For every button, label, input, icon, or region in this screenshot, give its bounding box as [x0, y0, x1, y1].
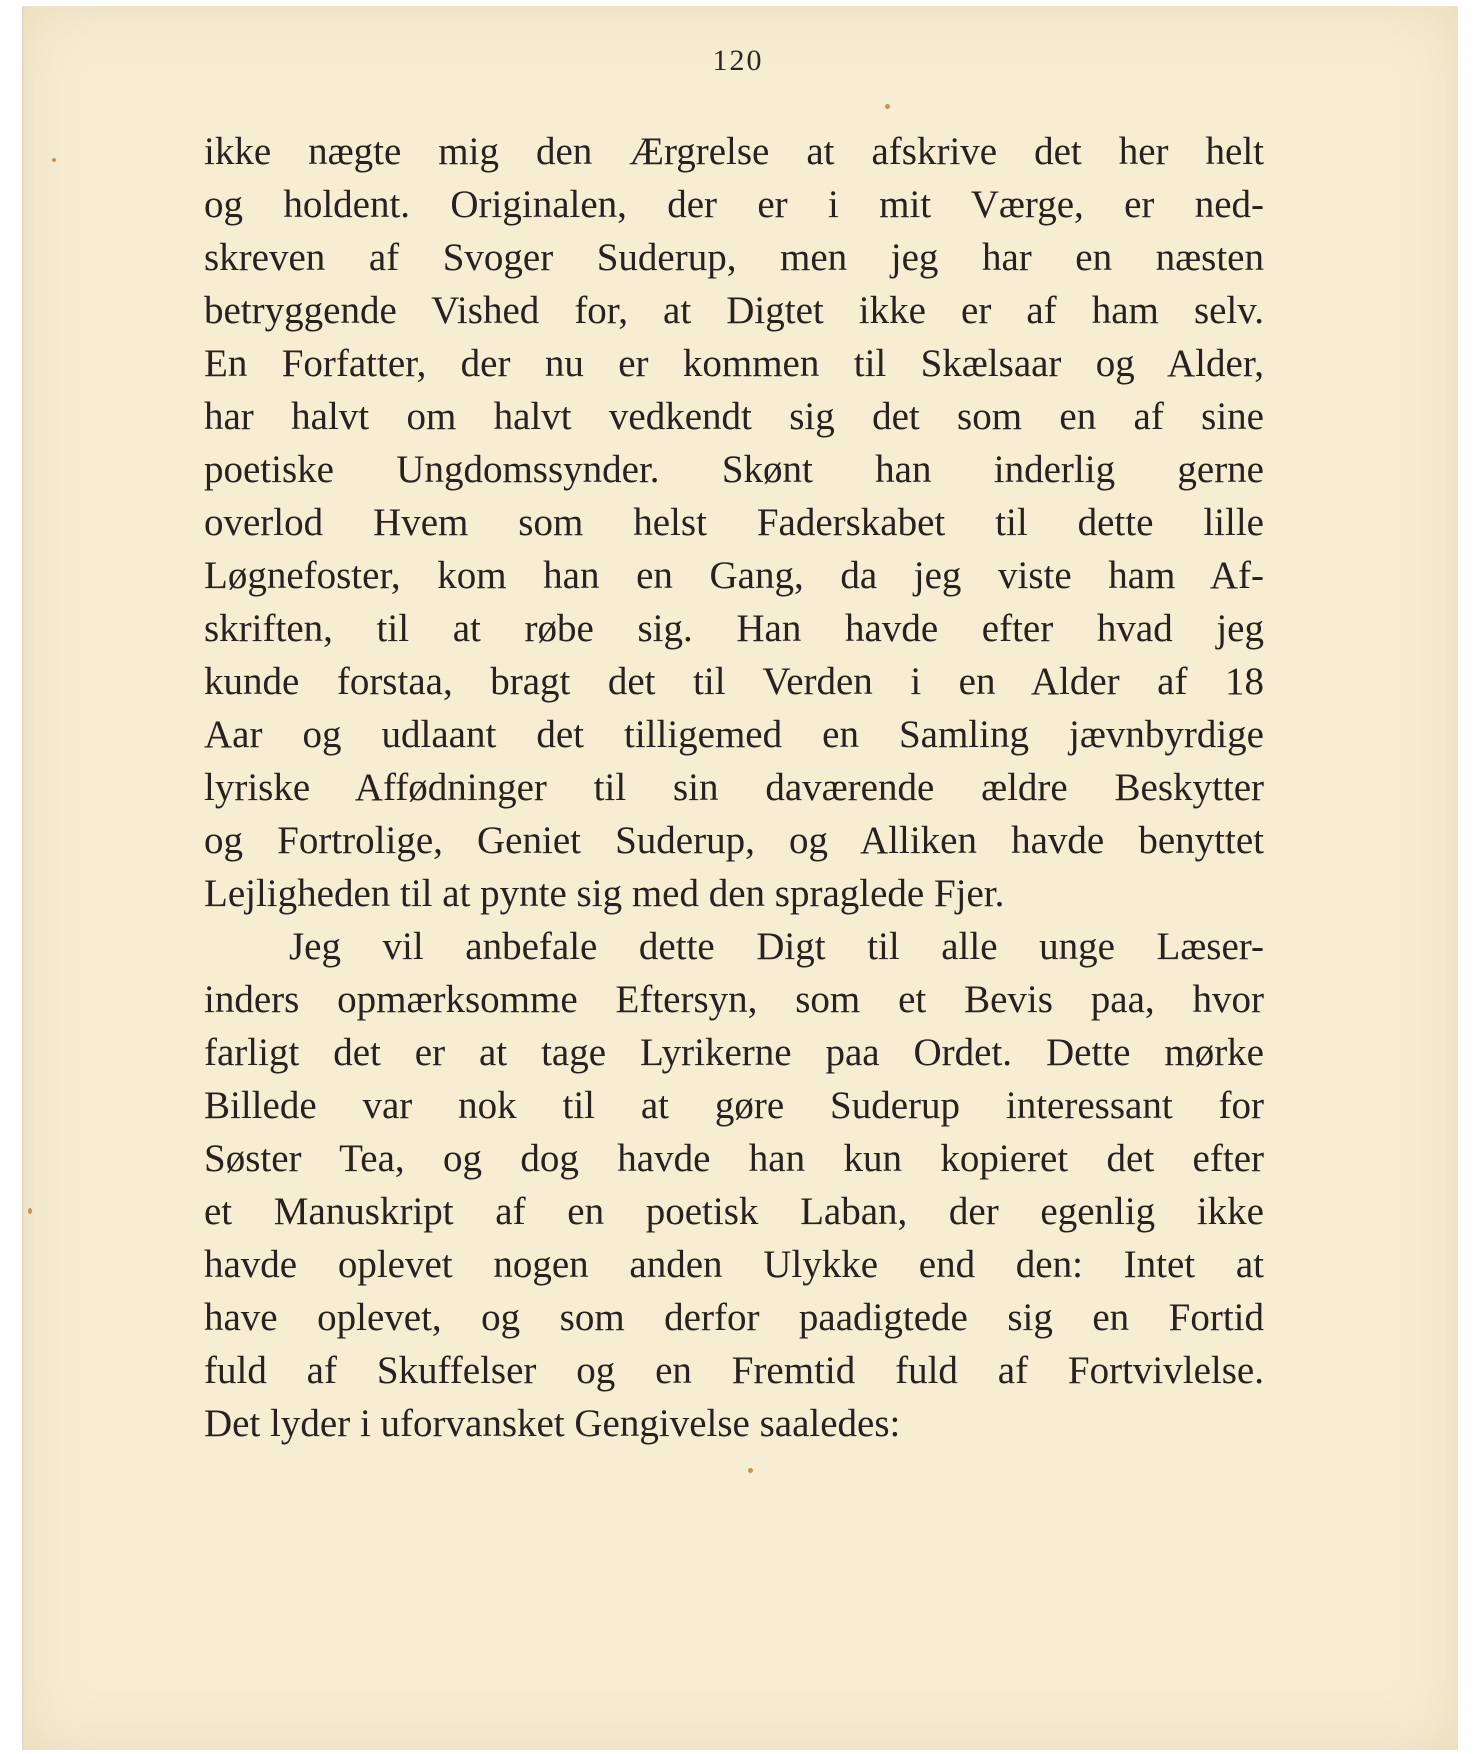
text-line: betryggende Vished for, at Digtet ikke er af ham selv. — [204, 289, 1264, 332]
text-line: og holdent. Originalen, der er i mit Værge, er ned- — [204, 183, 1264, 226]
text-line: kunde forstaa, bragt det til Verden i en Alder af 18 — [204, 660, 1264, 703]
paper-speck — [748, 1468, 753, 1473]
text-line: have oplevet, og som derfor paadigtede sig en Fortid — [204, 1296, 1264, 1339]
paper-speck — [28, 1208, 32, 1214]
text-line: Billede var nok til at gøre Suderup interessant for — [204, 1084, 1264, 1127]
text-line: fuld af Skuffelser og en Fremtid fuld af Fortvivlelse. — [204, 1349, 1264, 1392]
text-line: og Fortrolige, Geniet Suderup, og Alliken havde benyttet — [204, 819, 1264, 862]
text-line: skriften, til at røbe sig. Han havde efter hvad jeg — [204, 607, 1264, 650]
text-line: En Forfatter, der nu er kommen til Skælsaar og Alder, — [204, 342, 1264, 385]
text-line: Aar og udlaant det tilligemed en Samling jævnbyrdige — [204, 713, 1264, 756]
text-line: et Manuskript af en poetisk Laban, der egenlig ikke — [204, 1190, 1264, 1233]
body-text — [204, 125, 1264, 1450]
paragraph-end-line: Det lyder i uforvansket Gengivelse saaledes: — [204, 1402, 901, 1445]
text-line: poetiske Ungdomssynder. Skønt han inderlig gerne — [204, 448, 1264, 491]
text-line: har halvt om halvt vedkendt sig det som en af sine — [204, 395, 1264, 438]
paper-speck — [52, 158, 56, 162]
text-line: Søster Tea, og dog havde han kun kopieret det efter — [204, 1137, 1264, 1180]
text-line: inders opmærksomme Eftersyn, som et Bevis paa, hvor — [204, 978, 1264, 1021]
paragraph-start-line: Jeg vil anbefale dette Digt til alle unge Læser- — [289, 925, 1264, 968]
text-line: ikke nægte mig den Ærgrelse at afskrive det her helt — [204, 130, 1264, 173]
paragraph-end-line: Lejligheden til at pynte sig med den spraglede Fjer. — [204, 872, 1005, 915]
text-line: skreven af Svoger Suderup, men jeg har en næsten — [204, 236, 1264, 279]
page-number: 120 — [712, 44, 764, 77]
text-line: farligt det er at tage Lyrikerne paa Ordet. Dette mørke — [204, 1031, 1264, 1074]
text-line: lyriske Affødninger til sin daværende ældre Beskytter — [204, 766, 1264, 809]
text-line: Løgnefoster, kom han en Gang, da jeg viste ham Af- — [204, 554, 1264, 597]
paper-speck — [885, 104, 890, 109]
text-line: overlod Hvem som helst Faderskabet til dette lille — [204, 501, 1264, 544]
text-line: havde oplevet nogen anden Ulykke end den: Intet at — [204, 1243, 1264, 1286]
